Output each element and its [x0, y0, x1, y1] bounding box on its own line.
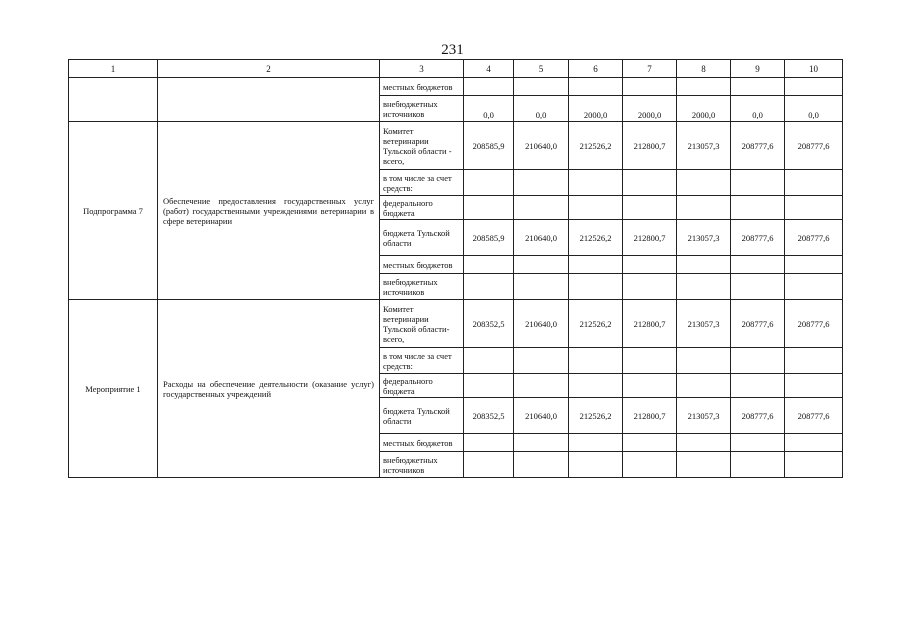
value-cell [623, 196, 677, 220]
value-cell: 208585,9 [464, 220, 514, 256]
page-number: 231 [441, 42, 464, 58]
header-cell: 5 [514, 60, 569, 78]
value-cell: 208352,5 [464, 300, 514, 348]
value-cell: 212800,7 [623, 122, 677, 170]
value-cell [623, 348, 677, 374]
header-cell: 8 [677, 60, 731, 78]
value-cell [514, 170, 569, 196]
source-cell: в том числе за счет средств: [380, 348, 464, 374]
value-cell [731, 348, 785, 374]
value-cell [464, 78, 514, 96]
value-cell: 208777,6 [731, 122, 785, 170]
value-cell [731, 196, 785, 220]
value-cell [514, 78, 569, 96]
header-row [69, 60, 843, 78]
value-cell [514, 274, 569, 300]
value-cell [785, 78, 843, 96]
source-cell: местных бюджетов [380, 256, 464, 274]
header-cell: 7 [623, 60, 677, 78]
value-cell [514, 256, 569, 274]
value-cell: 213057,3 [677, 122, 731, 170]
value-cell [677, 374, 731, 398]
value-cell [623, 374, 677, 398]
value-cell: 212526,2 [569, 398, 623, 434]
value-cell [464, 256, 514, 274]
source-cell: в том числе за счет средств: [380, 170, 464, 196]
value-cell: 0,0 [514, 96, 569, 122]
source-cell: Комитет ветеринарии Тульской области - всего, [380, 122, 464, 170]
value-cell [785, 170, 843, 196]
value-cell: 213057,3 [677, 300, 731, 348]
value-cell [731, 78, 785, 96]
value-cell [677, 256, 731, 274]
source-cell: внебюджетных источников [380, 452, 464, 478]
value-cell: 208777,6 [785, 398, 843, 434]
description-cell [158, 78, 380, 122]
source-cell: внебюджетных источников [380, 274, 464, 300]
value-cell: 212800,7 [623, 398, 677, 434]
value-cell: 210640,0 [514, 398, 569, 434]
value-cell [464, 374, 514, 398]
value-cell [677, 348, 731, 374]
value-cell [785, 196, 843, 220]
value-cell: 0,0 [731, 96, 785, 122]
budget-table [68, 59, 843, 478]
value-cell [785, 434, 843, 452]
value-cell: 2000,0 [569, 96, 623, 122]
header-cell: 3 [380, 60, 464, 78]
value-cell: 208777,6 [785, 220, 843, 256]
header-cell: 9 [731, 60, 785, 78]
value-cell [569, 170, 623, 196]
value-cell [677, 434, 731, 452]
value-cell: 210640,0 [514, 300, 569, 348]
value-cell [623, 452, 677, 478]
value-cell [785, 452, 843, 478]
value-cell [677, 170, 731, 196]
value-cell [569, 78, 623, 96]
value-cell [464, 274, 514, 300]
value-cell [677, 274, 731, 300]
value-cell [623, 170, 677, 196]
item-name-cell: Подпрограмма 7 [69, 122, 158, 300]
value-cell [514, 348, 569, 374]
value-cell [731, 452, 785, 478]
header-cell: 1 [69, 60, 158, 78]
value-cell [464, 452, 514, 478]
source-cell: Комитет ветеринарии Тульской области- всего, [380, 300, 464, 348]
source-cell: местных бюджетов [380, 78, 464, 96]
header-cell: 6 [569, 60, 623, 78]
value-cell [677, 78, 731, 96]
source-cell: федерального бюджета [380, 374, 464, 398]
value-cell: 213057,3 [677, 398, 731, 434]
value-cell [623, 256, 677, 274]
value-cell: 212526,2 [569, 300, 623, 348]
header-cell: 10 [785, 60, 843, 78]
value-cell [464, 434, 514, 452]
item-description-cell: Расходы на обеспечение деятельности (оказание услуг) государственных учреждений [158, 300, 380, 478]
value-cell [677, 452, 731, 478]
value-cell: 212800,7 [623, 220, 677, 256]
value-cell [785, 274, 843, 300]
value-cell: 208777,6 [731, 300, 785, 348]
value-cell: 2000,0 [623, 96, 677, 122]
value-cell: 208585,9 [464, 122, 514, 170]
value-cell [785, 348, 843, 374]
value-cell: 212526,2 [569, 122, 623, 170]
value-cell [514, 374, 569, 398]
value-cell [785, 256, 843, 274]
source-cell: бюджета Тульской области [380, 398, 464, 434]
source-cell: бюджета Тульской области [380, 220, 464, 256]
header-cell: 4 [464, 60, 514, 78]
value-cell: 210640,0 [514, 122, 569, 170]
value-cell: 212800,7 [623, 300, 677, 348]
table-row [69, 300, 843, 348]
value-cell: 208777,6 [785, 300, 843, 348]
value-cell: 210640,0 [514, 220, 569, 256]
value-cell: 2000,0 [677, 96, 731, 122]
value-cell: 208777,6 [731, 398, 785, 434]
value-cell [464, 348, 514, 374]
value-cell [569, 256, 623, 274]
value-cell: 0,0 [464, 96, 514, 122]
value-cell: 213057,3 [677, 220, 731, 256]
source-cell: местных бюджетов [380, 434, 464, 452]
value-cell [677, 196, 731, 220]
value-cell: 0,0 [785, 96, 843, 122]
value-cell [623, 78, 677, 96]
value-cell: 212526,2 [569, 220, 623, 256]
item-name-cell: Мероприятие 1 [69, 300, 158, 478]
value-cell [731, 274, 785, 300]
value-cell [569, 452, 623, 478]
value-cell: 208777,6 [785, 122, 843, 170]
source-cell: внебюджетных источников [380, 96, 464, 122]
value-cell [623, 274, 677, 300]
value-cell [731, 374, 785, 398]
item-cell [69, 78, 158, 122]
value-cell [731, 434, 785, 452]
value-cell [785, 374, 843, 398]
value-cell [514, 196, 569, 220]
value-cell [464, 196, 514, 220]
value-cell [569, 434, 623, 452]
table-row [69, 78, 843, 96]
value-cell [731, 256, 785, 274]
item-description-cell: Обеспечение предоставления государственных услуг (работ) государственными учреждениями ветеринарии в сфере ветеринарии [158, 122, 380, 300]
value-cell [569, 274, 623, 300]
value-cell [464, 170, 514, 196]
table-row [69, 122, 843, 170]
value-cell: 208352,5 [464, 398, 514, 434]
value-cell [514, 452, 569, 478]
source-cell: федерального бюджета [380, 196, 464, 220]
value-cell: 208777,6 [731, 220, 785, 256]
value-cell [514, 434, 569, 452]
value-cell [623, 434, 677, 452]
value-cell [569, 374, 623, 398]
header-cell: 2 [158, 60, 380, 78]
value-cell [569, 196, 623, 220]
value-cell [569, 348, 623, 374]
value-cell [731, 170, 785, 196]
